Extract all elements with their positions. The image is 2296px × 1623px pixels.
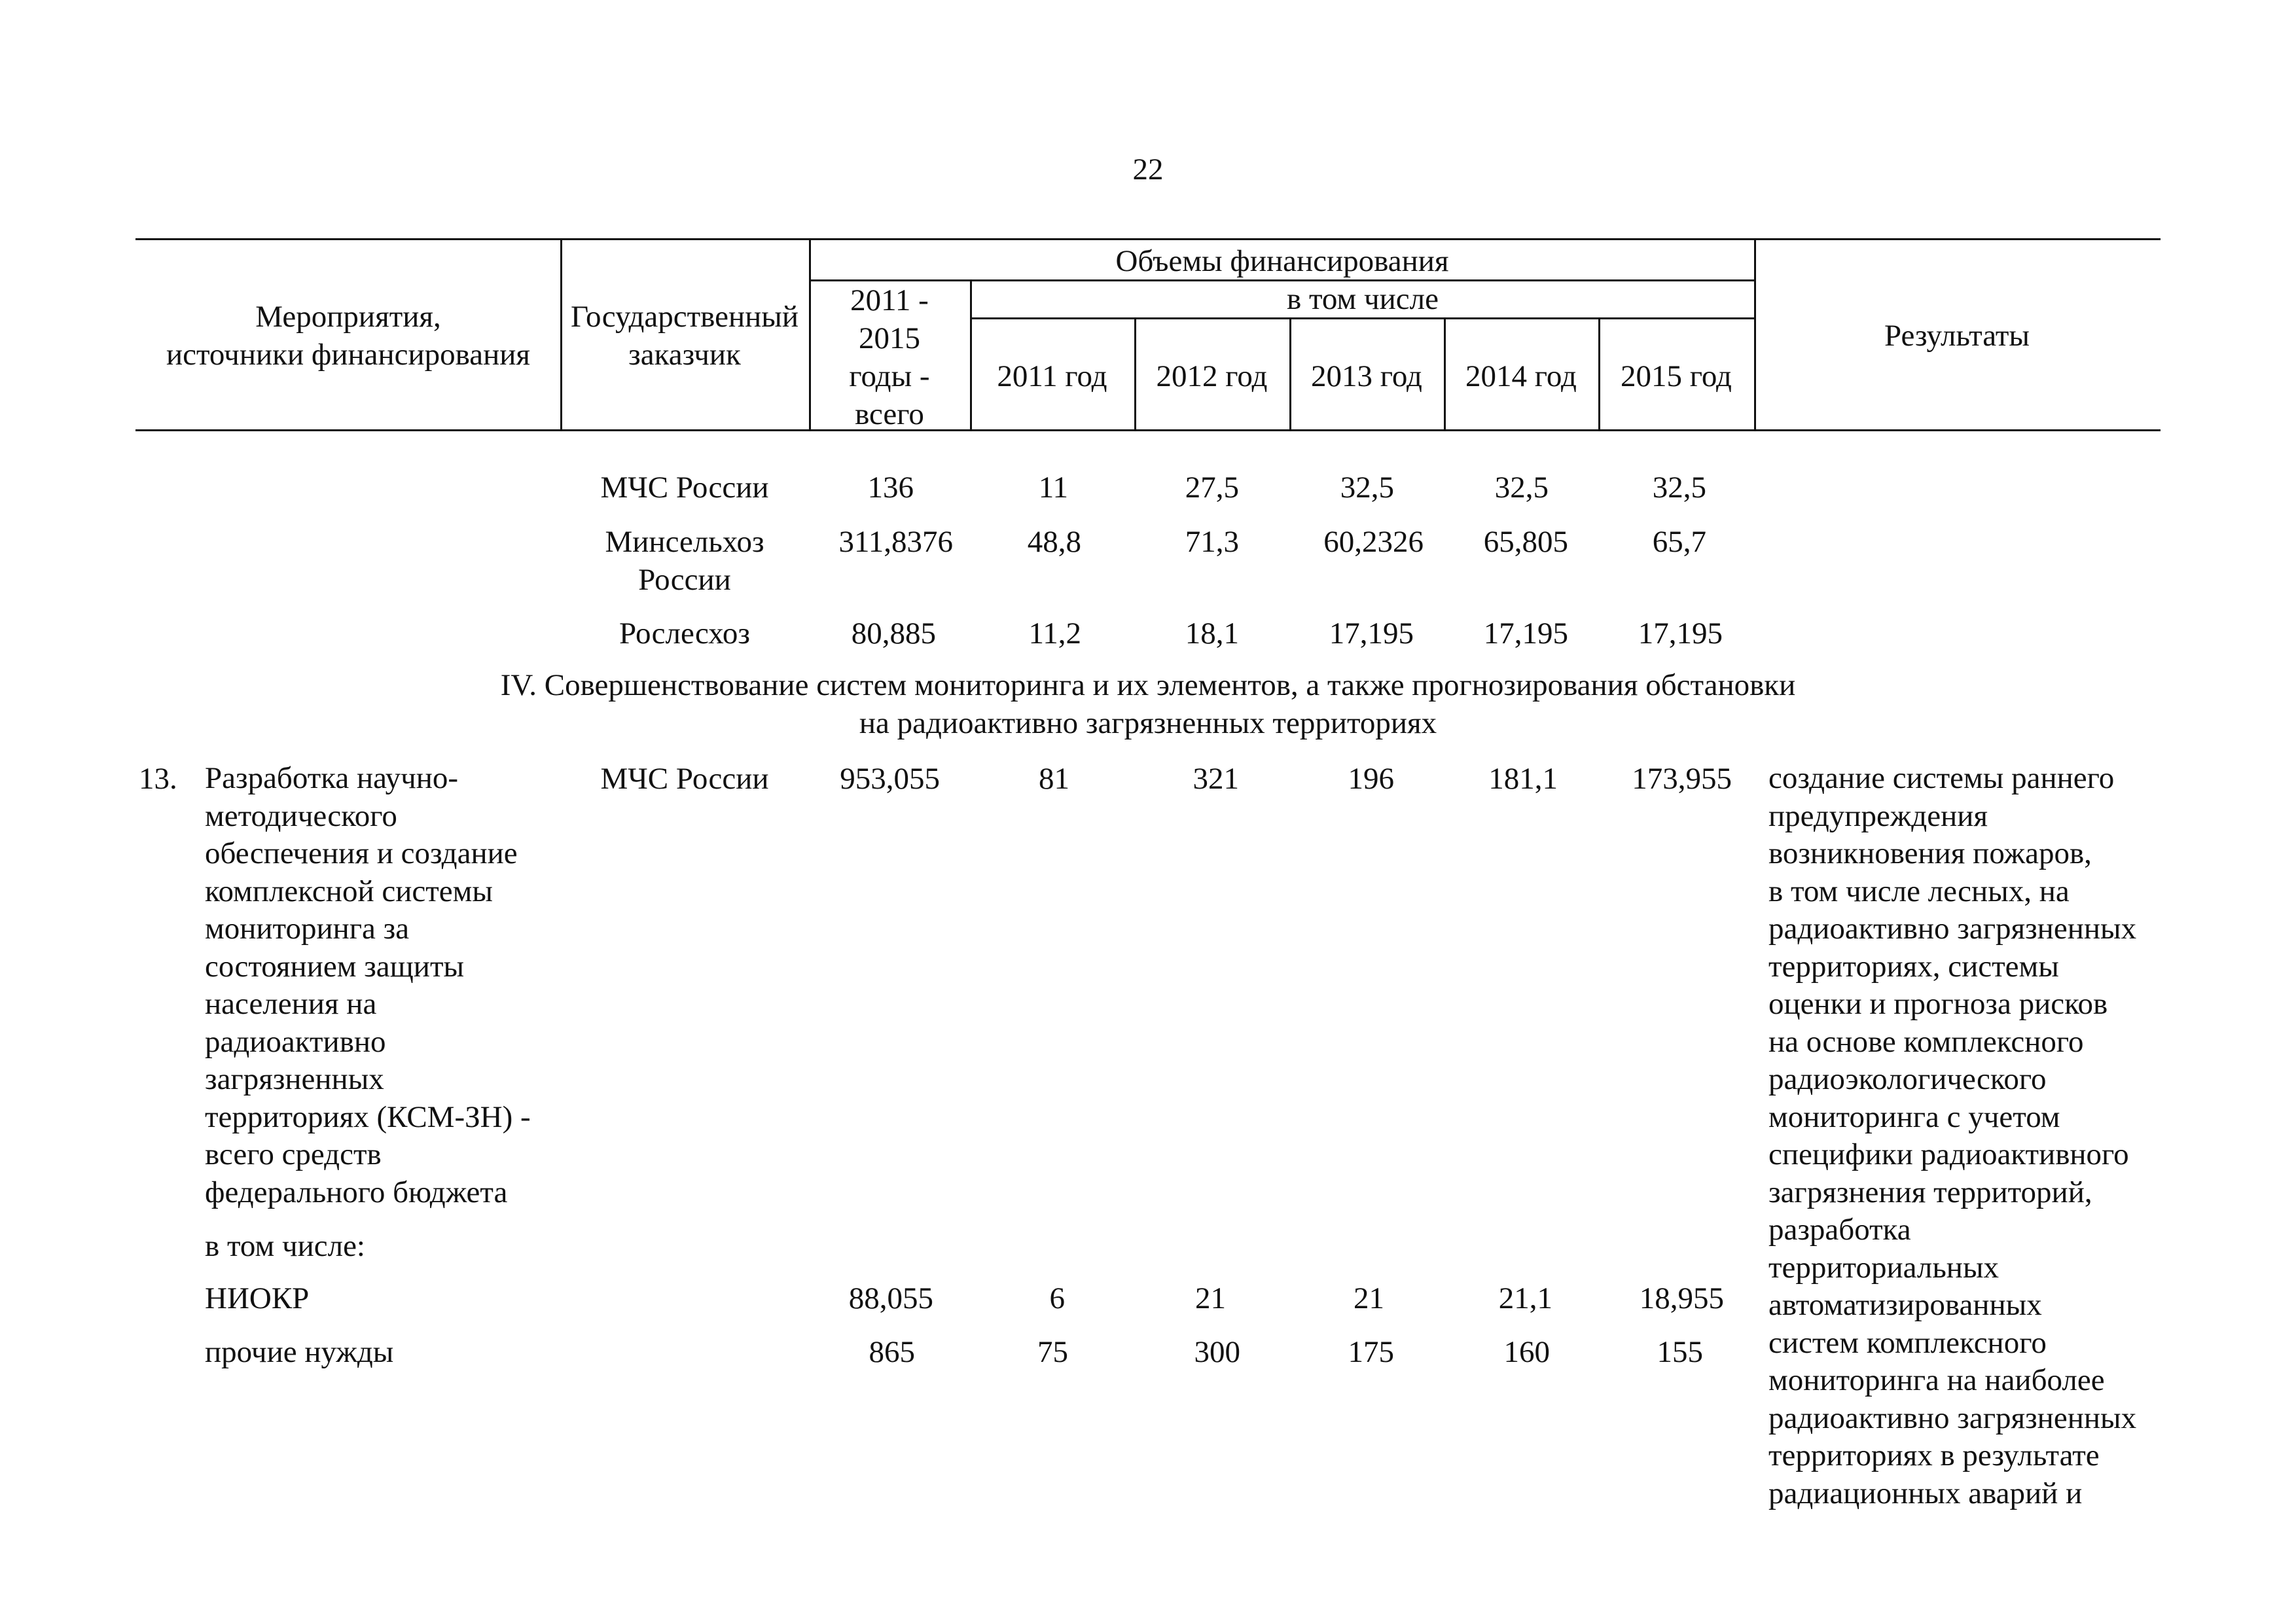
item-customer: МЧС России — [600, 762, 769, 796]
row-customer-line2: России — [638, 563, 731, 597]
results-line: специфики радиоактивного — [1768, 1137, 2129, 1171]
sub-total: 865 — [869, 1335, 915, 1369]
sub-label: НИОКР — [205, 1281, 310, 1315]
item-number: 13. — [139, 762, 177, 796]
row-2015: 65,7 — [1652, 525, 1706, 559]
activity-line: всего средств — [205, 1137, 382, 1171]
row-2012: 27,5 — [1185, 471, 1239, 505]
header-activity-line2: источники финансирования — [166, 338, 531, 372]
results-line: радиоэкологического — [1768, 1062, 2047, 1096]
activity-line: Разработка научно- — [205, 761, 459, 795]
header-total-line2: 2015 — [859, 321, 920, 355]
item-total: 953,055 — [840, 762, 940, 796]
results-line: мониторинга с учетом — [1768, 1099, 2060, 1134]
row-total: 136 — [867, 471, 914, 505]
activity-line: радиоактивно — [205, 1024, 386, 1059]
results-line: радиационных аварий и — [1768, 1476, 2083, 1510]
header-year-2014: 2014 год — [1465, 359, 1577, 393]
row-total: 80,885 — [851, 616, 936, 651]
sub-2012: 300 — [1194, 1335, 1240, 1369]
row-2011: 11,2 — [1028, 616, 1081, 651]
activity-line: комплексной системы — [205, 874, 493, 908]
section-title-line2: на радиоактивно загрязненных территориях — [859, 706, 1437, 740]
results-line: на основе комплексного — [1768, 1024, 2084, 1059]
row-2011: 48,8 — [1027, 525, 1081, 559]
header-total-line3: годы - — [849, 359, 930, 393]
header-year-2011: 2011 год — [997, 359, 1107, 393]
header-results: Результаты — [1884, 319, 2030, 353]
sub-2014: 160 — [1503, 1335, 1550, 1369]
activity-line: состоянием защиты — [205, 949, 465, 984]
results-line: территориальных — [1768, 1250, 2000, 1285]
header-customer-line2: заказчик — [628, 338, 741, 372]
sub-2015: 18,955 — [1639, 1281, 1724, 1315]
header-bottom-rule — [135, 429, 2161, 431]
header-funding-title: Объемы финансирования — [1115, 244, 1449, 278]
item-2011: 81 — [1039, 762, 1069, 796]
header-year-2013: 2013 год — [1311, 359, 1422, 393]
row-2014: 32,5 — [1494, 471, 1549, 505]
sub-2013: 21 — [1354, 1281, 1384, 1315]
sub-2013: 175 — [1348, 1335, 1394, 1369]
activity-line: методического — [205, 798, 397, 833]
item-results — [1768, 760, 2136, 1512]
header-including: в том числе — [1287, 282, 1439, 316]
row-2012: 71,3 — [1185, 525, 1239, 559]
sub-2011: 75 — [1037, 1335, 1068, 1369]
sub-2012: 21 — [1195, 1281, 1226, 1315]
section-title-line1: IV. Совершенствование систем мониторинга и их элементов, а также прогнозирования обстановки — [500, 668, 1796, 702]
results-line: возникновения пожаров, — [1768, 836, 2092, 870]
row-2012: 18,1 — [1185, 616, 1239, 651]
results-line: систем комплексного — [1768, 1325, 2047, 1360]
activity-line: населения на — [205, 987, 377, 1021]
activity-line: территориях (КСМ-ЗН) - — [205, 1099, 531, 1134]
results-line: создание системы раннего — [1768, 761, 2115, 795]
row-2013: 17,195 — [1329, 616, 1414, 651]
row-customer: МЧС России — [600, 471, 769, 505]
sub-label: прочие нужды — [205, 1335, 394, 1369]
results-line: территориях в результате — [1768, 1438, 2100, 1472]
sub-2015: 155 — [1657, 1335, 1703, 1369]
row-customer: Рослесхоз — [619, 616, 750, 651]
activity-line: обеспечения и создание — [205, 836, 518, 870]
header-year-2015: 2015 год — [1621, 359, 1732, 393]
results-line: радиоактивно загрязненных — [1768, 912, 2137, 946]
item-2013: 196 — [1348, 762, 1394, 796]
item-2012: 321 — [1193, 762, 1239, 796]
item-activity — [205, 760, 531, 1211]
results-line: оценки и прогноза рисков — [1768, 987, 2108, 1021]
item-2015: 173,955 — [1632, 762, 1732, 796]
results-line: территориях, системы — [1768, 949, 2059, 984]
results-line: радиоактивно загрязненных — [1768, 1400, 2137, 1435]
row-2013: 60,2326 — [1323, 525, 1424, 559]
results-line: загрязнения территорий, — [1768, 1175, 2092, 1209]
results-line: в том числе лесных, на — [1768, 874, 2070, 908]
sub-total: 88,055 — [848, 1281, 933, 1315]
row-2014: 65,805 — [1483, 525, 1568, 559]
row-2014: 17,195 — [1483, 616, 1568, 651]
item-2014: 181,1 — [1488, 762, 1558, 796]
row-customer: Минсельхоз — [605, 525, 764, 559]
page-number: 22 — [1132, 152, 1164, 187]
header-total-line4: всего — [855, 397, 924, 431]
sub-2014: 21,1 — [1498, 1281, 1552, 1315]
header-total-line1: 2011 - — [850, 283, 929, 317]
results-line: автоматизированных — [1768, 1288, 2042, 1322]
header-top-rule — [135, 238, 2161, 240]
activity-line: мониторинга за — [205, 912, 410, 946]
row-2015: 32,5 — [1652, 471, 1706, 505]
including-label: в том числе: — [205, 1229, 365, 1263]
activity-line: загрязненных — [205, 1062, 384, 1096]
sub-2011: 6 — [1049, 1281, 1065, 1315]
header-activity-line1: Мероприятия, — [255, 300, 441, 334]
results-line: предупреждения — [1768, 798, 1988, 833]
results-line: мониторинга на наиболее — [1768, 1363, 2105, 1397]
results-line: разработка — [1768, 1213, 1911, 1247]
header-customer-line1: Государственный — [571, 300, 798, 334]
header-year-2012: 2012 год — [1156, 359, 1268, 393]
row-2011: 11 — [1038, 471, 1068, 505]
row-total: 311,8376 — [838, 525, 953, 559]
row-2015: 17,195 — [1638, 616, 1723, 651]
activity-line: федерального бюджета — [205, 1175, 508, 1209]
row-2013: 32,5 — [1340, 471, 1394, 505]
